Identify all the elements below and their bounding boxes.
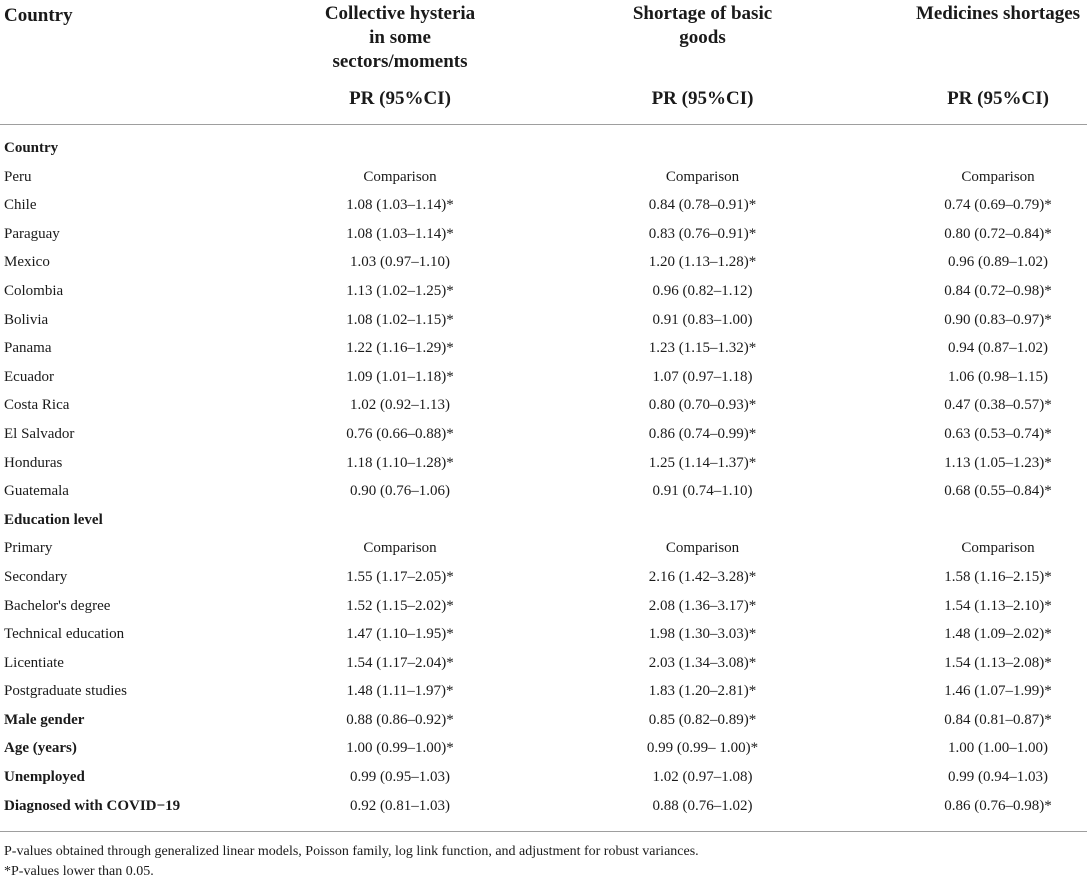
row-label: Honduras	[4, 454, 63, 471]
table-row	[0, 734, 1091, 763]
table-cell: 1.22 (1.16–1.29)*	[346, 340, 454, 357]
row-label: Postgraduate studies	[4, 683, 127, 700]
table-cell: 1.58 (1.16–2.15)*	[944, 568, 1052, 585]
row-label: Mexico	[4, 254, 50, 271]
table-cell: 1.00 (0.99–1.00)*	[346, 740, 454, 757]
table-cell: Comparison	[363, 168, 437, 185]
table-cell: 1.09 (1.01–1.18)*	[346, 368, 454, 385]
table-cell: 0.74 (0.69–0.79)*	[944, 197, 1052, 214]
table-cell: 0.80 (0.70–0.93)*	[648, 397, 757, 414]
row-label: Panama	[4, 340, 52, 357]
row-label: El Salvador	[4, 425, 75, 442]
header-line: goods	[679, 27, 726, 48]
table-cell: 0.47 (0.38–0.57)*	[944, 397, 1052, 414]
section-header-row	[0, 506, 1091, 535]
table-cell: 1.98 (1.30–3.03)*	[648, 626, 757, 643]
table-cell: 0.94 (0.87–1.02)	[948, 340, 1048, 357]
table-cell: 0.91 (0.83–1.00)	[652, 311, 753, 328]
header-line: Shortage of basic	[632, 3, 773, 24]
header-medicines-shortages	[905, 2, 1091, 26]
table-cell: 1.20 (1.13–1.28)*	[648, 254, 757, 271]
table-row	[0, 649, 1091, 678]
table-row	[0, 191, 1091, 220]
header-country: Country	[4, 5, 73, 26]
table-cell: 0.86 (0.74–0.99)*	[648, 425, 757, 442]
row-label: Male gender	[4, 711, 85, 728]
table-cell: 0.92 (0.81–1.03)	[350, 797, 450, 814]
table-cell: 0.96 (0.89–1.02)	[948, 254, 1048, 271]
footnote-significance: *P-values lower than 0.05.	[4, 864, 154, 879]
table-cell: 1.02 (0.92–1.13)	[350, 397, 450, 414]
table-cell: 1.52 (1.15–2.02)*	[346, 597, 454, 614]
row-label: Colombia	[4, 282, 64, 299]
table-cell: Comparison	[961, 168, 1035, 185]
row-label: Bachelor's degree	[4, 597, 111, 614]
bottom-rule	[0, 831, 1087, 832]
table-cell: 1.08 (1.03–1.14)*	[346, 225, 454, 242]
table-cell: 1.46 (1.07–1.99)*	[944, 683, 1052, 700]
section-header-row	[0, 134, 1091, 163]
table-cell: 0.99 (0.95–1.03)	[350, 769, 450, 786]
table-cell: 0.68 (0.55–0.84)*	[944, 483, 1052, 500]
header-pr-1: PR (95%CI)	[349, 88, 451, 109]
header-line: Collective hysteria	[324, 3, 476, 24]
table-row	[0, 306, 1091, 335]
table-cell: 0.63 (0.53–0.74)*	[944, 425, 1052, 442]
row-label: Age (years)	[4, 740, 77, 757]
table-cell: 1.83 (1.20–2.81)*	[648, 683, 757, 700]
table-body	[0, 134, 1091, 820]
table-cell: 1.13 (1.05–1.23)*	[944, 454, 1052, 471]
table-cell: Comparison	[961, 540, 1035, 557]
table-cell: 1.47 (1.10–1.95)*	[346, 626, 454, 643]
table-cell: 0.86 (0.76–0.98)*	[944, 797, 1052, 814]
row-label: Secondary	[4, 568, 68, 585]
table-cell: 0.90 (0.76–1.06)	[350, 483, 450, 500]
table-row	[0, 248, 1091, 277]
table-cell: Comparison	[363, 540, 437, 557]
table-cell: 0.88 (0.76–1.02)	[652, 797, 753, 814]
table-row	[0, 592, 1091, 621]
header-line: in some	[369, 27, 431, 48]
table-cell: 1.48 (1.09–2.02)*	[944, 626, 1052, 643]
header-line: Medicines shortages	[915, 3, 1081, 24]
table-cell: 0.83 (0.76–0.91)*	[648, 225, 757, 242]
table-cell: Comparison	[665, 168, 740, 185]
table-row	[0, 420, 1091, 449]
table-row	[0, 620, 1091, 649]
table-cell: 1.48 (1.11–1.97)*	[346, 683, 454, 700]
table-row	[0, 277, 1091, 306]
table-cell: 1.55 (1.17–2.05)*	[346, 568, 454, 585]
table-cell: 1.02 (0.97–1.08)	[652, 769, 753, 786]
footnote-method: P-values obtained through generalized linear models, Poisson family, log link function, and adjustment for robust variances.	[4, 844, 699, 859]
row-label: Licentiate	[4, 654, 64, 671]
header-line: sectors/moments	[332, 51, 468, 72]
table-row	[0, 763, 1091, 792]
table-cell: 1.06 (0.98–1.15)	[948, 368, 1048, 385]
table-row	[0, 563, 1091, 592]
table-cell: 0.99 (0.94–1.03)	[948, 769, 1048, 786]
table-header	[0, 0, 1091, 124]
table-row	[0, 449, 1091, 478]
table-cell: 1.13 (1.02–1.25)*	[346, 282, 454, 299]
row-label: Country	[4, 140, 59, 156]
table-cell: 0.84 (0.78–0.91)*	[648, 197, 757, 214]
row-label: Education level	[4, 511, 103, 528]
row-label: Unemployed	[4, 769, 85, 786]
header-shortage-basic-goods	[610, 2, 795, 50]
table-cell: 1.25 (1.14–1.37)*	[648, 454, 757, 471]
table-cell: 0.85 (0.82–0.89)*	[648, 711, 757, 728]
row-label: Diagnosed with COVID−19	[4, 797, 181, 814]
table-cell: 2.16 (1.42–3.28)*	[648, 568, 757, 585]
table-cell: 0.84 (0.81–0.87)*	[944, 711, 1052, 728]
row-label: Ecuador	[4, 368, 54, 385]
table-row	[0, 792, 1091, 821]
row-label: Guatemala	[4, 483, 69, 500]
table-cell: 2.03 (1.34–3.08)*	[648, 654, 757, 671]
table-cell: 1.54 (1.13–2.08)*	[944, 654, 1052, 671]
table-cell: 2.08 (1.36–3.17)*	[648, 597, 757, 614]
header-pr-3: PR (95%CI)	[947, 88, 1049, 109]
table-row	[0, 477, 1091, 506]
table-cell: 0.80 (0.72–0.84)*	[944, 225, 1052, 242]
table-cell: 1.18 (1.10–1.28)*	[346, 454, 454, 471]
table-row	[0, 363, 1091, 392]
table-cell: 1.54 (1.13–2.10)*	[944, 597, 1052, 614]
table-cell: 0.88 (0.86–0.92)*	[346, 711, 454, 728]
row-label: Bolivia	[4, 311, 49, 328]
table-cell: 0.96 (0.82–1.12)	[652, 282, 753, 299]
row-label: Chile	[4, 197, 37, 214]
table-row	[0, 334, 1091, 363]
table-cell: Comparison	[665, 540, 740, 557]
row-label: Paraguay	[4, 225, 60, 242]
table-cell: 1.54 (1.17–2.04)*	[346, 654, 454, 671]
row-label: Primary	[4, 540, 53, 557]
table-cell: 1.03 (0.97–1.10)	[350, 254, 450, 271]
table-row	[0, 163, 1091, 192]
table-cell: 0.84 (0.72–0.98)*	[944, 282, 1052, 299]
table-cell: 1.08 (1.03–1.14)*	[346, 197, 454, 214]
table-cell: 0.91 (0.74–1.10)	[652, 483, 753, 500]
table-cell: 1.23 (1.15–1.32)*	[648, 340, 757, 357]
header-rule	[0, 124, 1087, 125]
table-row	[0, 677, 1091, 706]
table-row	[0, 220, 1091, 249]
table-cell: 0.76 (0.66–0.88)*	[346, 425, 454, 442]
table-cell: 1.00 (1.00–1.00)	[948, 740, 1048, 757]
table-row	[0, 534, 1091, 563]
row-label: Technical education	[4, 626, 125, 643]
footnotes	[4, 842, 699, 882]
table-cell: 1.08 (1.02–1.15)*	[346, 311, 454, 328]
table-cell: 0.90 (0.83–0.97)*	[944, 311, 1052, 328]
row-label: Costa Rica	[4, 397, 70, 414]
table-cell: 1.07 (0.97–1.18)	[652, 368, 753, 385]
row-label: Peru	[4, 168, 32, 185]
table-row	[0, 706, 1091, 735]
table-row	[0, 391, 1091, 420]
header-pr-2: PR (95%CI)	[651, 88, 754, 109]
table-cell: 0.99 (0.99– 1.00)*	[646, 740, 759, 757]
header-collective-hysteria	[300, 2, 500, 74]
